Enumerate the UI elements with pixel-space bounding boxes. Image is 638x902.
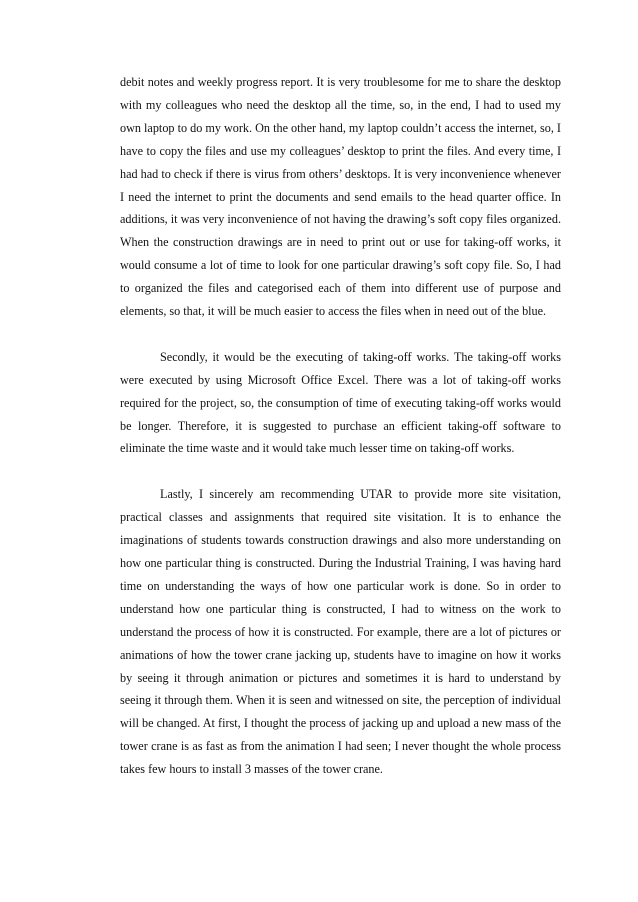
- document-body: [120, 71, 561, 781]
- paragraph-2: Secondly, it would be the executing of taking-off works. The taking-off works were executed by using Microsoft Office Excel. There was a lot of taking-off works required for the project, so, the consumption of time of executing taking-off works would be longer. Therefore, it is suggested to purchase an efficient taking-off software to eliminate the time waste and it would take much lesser time on taking-off works.: [120, 349, 561, 456]
- paragraph-3: Lastly, I sincerely am recommending UTAR to provide more site visitation, practical classes and assignments that required site visitation. It is to enhance the imaginations of students towards construction drawings and also more understanding on how one particular thing is constructed. During the Industrial Training, I was having hard time on understanding the ways of how one particular work is done. So in order to understand how one particular thing is constructed, I had to witness on the work to understand the process of how it is constructed. For example, there are a lot of pictures or animations of how the tower crane jacking up, students have to imagine on how it works by seeing it through animation or pictures and sometimes it is hard to understand by seeing it through them. When it is seen and witnessed on site, the perception of individual will be changed. At first, I thought the process of jacking up and upload a new mass of the tower crane is as fast as from the animation I had seen; I never thought the whole process takes few hours to install 3 masses of the tower crane.: [120, 487, 561, 777]
- paragraph-1: debit notes and weekly progress report. It is very troublesome for me to share the desktop with my colleagues who need the desktop all the time, so, in the end, I had to used my own laptop to do my work. On the other hand, my laptop couldn’t access the internet, so, I have to copy the files and use my colleagues’ desktop to print the files. And every time, I had had to check if there is virus from others’ desktops. It is very inconvenience whenever I need the internet to print the documents and send emails to the head quarter office. In additions, it was very inconvenience of not having the drawing’s soft copy files organized. When the construction drawings are in need to print out or use for taking-off works, it would consume a lot of time to look for one particular drawing’s soft copy file. So, I had to organized the files and categorised each of them into different use of purpose and elements, so that, it will be much easier to access the files when in need out of the blue.: [120, 75, 561, 319]
